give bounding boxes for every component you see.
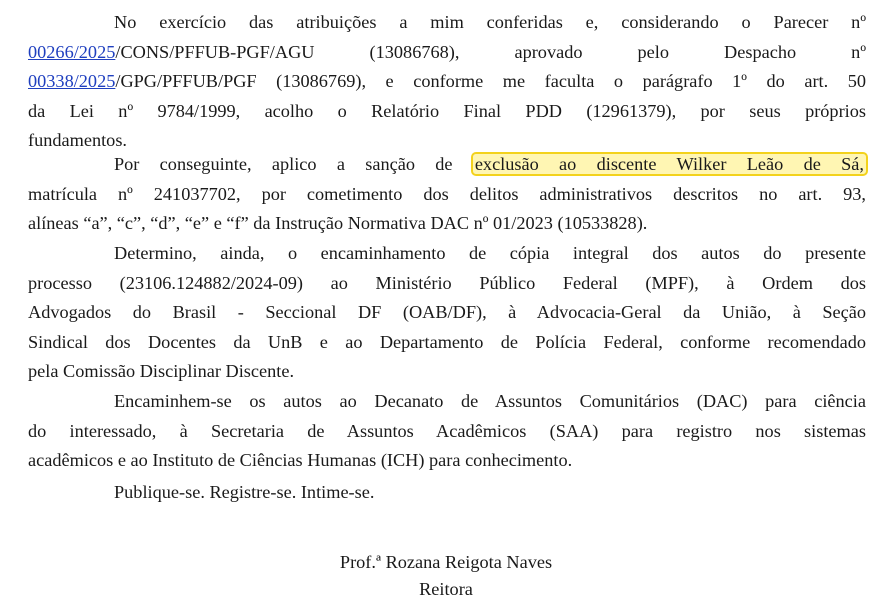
parecer-link[interactable]: 00266/2025 — [28, 41, 116, 62]
p1-line-5: fundamentos. — [28, 130, 128, 151]
signature-name: Prof.ª Rozana Reigota Naves — [339, 552, 553, 572]
p2-line-2: matrícula nº 241037702, por cometimento dos delitos administrativos descritos no art. 93, — [28, 183, 866, 204]
highlighted-sanction-text: exclusão ao discente Wilker Leão de Sá, — [474, 154, 864, 174]
p1-line-4: da Lei nº 9784/1999, acolho o Relatório Final PDD (12961379), por seus próprios — [28, 100, 866, 121]
p2-line-1 — [28, 150, 866, 180]
p3-line-5: pela Comissão Disciplinar Discente. — [28, 361, 295, 382]
paragraph-1 — [28, 8, 866, 156]
paragraph-2 — [28, 150, 866, 239]
p2-line-1-text: Por conseguinte, aplico a sanção de — [114, 154, 453, 174]
p3-line-2: processo (23106.124882/2024-09) ao Ministério Público Federal (MPF), à Ordem dos — [28, 272, 866, 293]
signature-role: Reitora — [419, 579, 473, 599]
p1-line-2 — [28, 38, 866, 68]
paragraph-4 — [28, 387, 866, 476]
paragraph-5 — [28, 478, 866, 508]
p4-line-2: do interessado, à Secretaria de Assuntos Acadêmicos (SAA) para registro nos sistemas — [28, 420, 866, 441]
p4-line-1: Encaminhem-se os autos ao Decanato de Assuntos Comunitários (DAC) para ciência — [114, 391, 866, 411]
publication-order: Publique-se. Registre-se. Intime-se. — [114, 482, 375, 502]
despacho-link[interactable]: 00338/2025 — [28, 71, 116, 92]
p4-line-3: acadêmicos e ao Instituto de Ciências Humanas (ICH) para conhecimento. — [28, 450, 573, 471]
p1-line-1: No exercício das atribuições a mim conferidas e, considerando o Parecer nº — [114, 12, 866, 32]
p1-line-2-text: /CONS/PFFUB-PGF/AGU (13086768), aprovado pelo Despacho nº — [115, 41, 866, 62]
p3-line-3: Advogados do Brasil - Seccional DF (OAB/DF), à Advocacia-Geral da União, à Seção — [28, 302, 866, 323]
p1-line-3-text: /GPG/PFFUB/PGF (13086769), e conforme me faculta o parágrafo 1º do art. 50 — [115, 71, 866, 92]
p1-line-3 — [28, 67, 866, 97]
paragraph-3 — [28, 239, 866, 387]
p3-line-4: Sindical dos Docentes da UnB e ao Departamento de Polícia Federal, conforme recomendado — [28, 331, 866, 352]
p2-line-3: alíneas “a”, “c”, “d”, “e” e “f” da Instrução Normativa DAC nº 01/2023 (10533828). — [28, 213, 648, 234]
p3-line-1: Determino, ainda, o encaminhamento de cópia integral dos autos do presente — [114, 243, 866, 263]
